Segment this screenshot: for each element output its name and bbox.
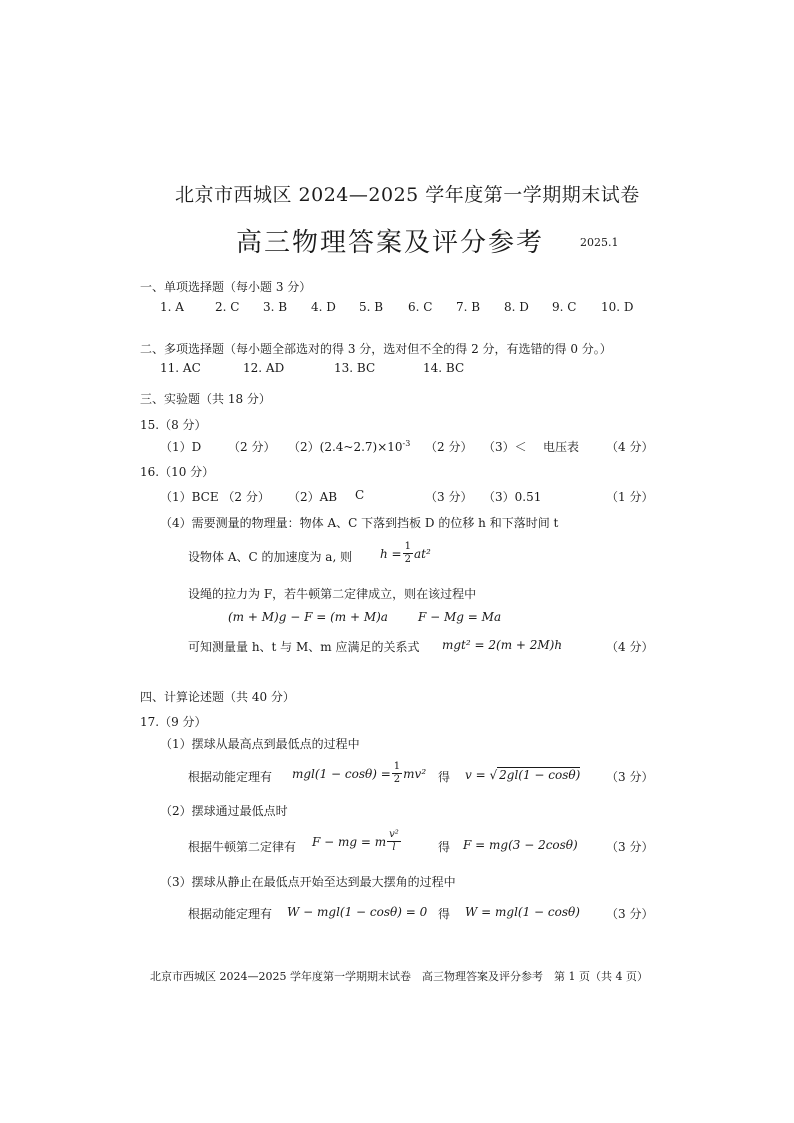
section-3-heading: 三、实验题（共 18 分） (140, 392, 271, 406)
sqrt-symbol-icon: √ (489, 768, 498, 782)
answer-14: 14. BC (423, 361, 465, 375)
q16-eq1: (m + M)g − F = (m + M)a (228, 610, 388, 624)
section-4-heading: 四、计算论述题（共 40 分） (140, 690, 295, 704)
q15-part2 (288, 438, 410, 455)
q16-accel-eq (380, 542, 431, 565)
q17-part1-text: 根据动能定理有 (188, 770, 273, 784)
q17-label: 17.（9 分） (140, 715, 207, 729)
q17-part3: （3）摆球从静止在最低点开始至达到最大摆角的过程中 (160, 875, 456, 889)
q15-part3: （3）＜ (483, 440, 527, 454)
answer-9: 9. C (552, 300, 577, 314)
q17-part2-eq (312, 830, 402, 853)
q16-part4: （4）需要测量的物理量：物体 A、C 下落到挡板 D 的位移 h 和下落时间 t (160, 516, 559, 530)
q15-part2-score: （2 分） (425, 440, 473, 454)
q16-accel-num: 1 (404, 541, 411, 552)
q17-part1-eq-rhs: mv² (403, 766, 427, 781)
answer-3: 3. B (263, 300, 288, 314)
q16-relation-text: 可知测量量 h、t 与 M、m 应满足的关系式 (188, 640, 420, 654)
q16-part2: （2）AB (288, 490, 338, 504)
answer-13: 13. BC (334, 361, 376, 375)
q15-part1-score: （2 分） (228, 440, 276, 454)
q17-part3-eq: W − mgl(1 − cosθ) = 0 (287, 905, 428, 919)
q17-part3-text: 根据动能定理有 (188, 907, 273, 921)
q17-part2-num: v² (389, 829, 399, 840)
q16-accel-den: 2 (404, 554, 411, 565)
q16-relation-score: （4 分） (606, 640, 654, 654)
answer-10: 10. D (601, 300, 634, 314)
q16-tension-text: 设绳的拉力为 F，若牛顿第二定律成立，则在该过程中 (188, 587, 477, 601)
q17-part1-result (465, 768, 580, 782)
q17-part2: （2）摆球通过最低点时 (160, 804, 288, 818)
q17-part1-den: 2 (393, 774, 401, 785)
q17-part3-score: （3 分） (606, 907, 654, 921)
answer-4: 4. D (311, 300, 336, 314)
answer-11: 11. AC (160, 361, 201, 375)
page-footer: 北京市西城区 2024—2025 学年度第一学期期末试卷 高三物理答案及评分参考 第 1 页（共 4 页） (150, 970, 648, 983)
q15-part1: （1）D (160, 440, 202, 454)
q16-accel-fraction (403, 542, 413, 565)
q16-part3-score: （1 分） (606, 490, 654, 504)
q17-part1-get: 得 (438, 770, 451, 784)
q16-accel-lhs: h = (380, 546, 402, 561)
q16-label: 16.（10 分） (140, 465, 215, 479)
answer-key-title: 高三物理答案及评分参考 (236, 228, 545, 258)
q16-part3: （3）0.51 (483, 490, 542, 504)
exam-title: 北京市西城区 2024—2025 学年度第一学期期末试卷 (175, 184, 640, 206)
answer-1: 1. A (160, 300, 184, 314)
q15-part3-answer: 电压表 (543, 440, 580, 454)
q17-part1-eq-lhs: mgl(1 − cosθ) = (292, 766, 391, 781)
section-1-heading: 一、单项选择题（每小题 3 分） (140, 280, 312, 294)
q17-part2-text: 根据牛顿第二定律有 (188, 840, 297, 854)
q17-part2-result: F = mg(3 − 2cosθ) (463, 838, 578, 852)
q17-part1-radicand: 2gl(1 − cosθ) (499, 768, 581, 782)
answer-8: 8. D (504, 300, 529, 314)
q16-eq2: F − Mg = Ma (418, 610, 502, 624)
q17-part1-score: （3 分） (606, 770, 654, 784)
answer-5: 5. B (359, 300, 384, 314)
q17-part2-den: l (392, 842, 396, 853)
q16-relation-eq: mgt² = 2(m + 2M)h (442, 638, 563, 652)
answer-2: 2. C (215, 300, 240, 314)
q17-part2-score: （3 分） (606, 840, 654, 854)
q17-part3-result: W = mgl(1 − cosθ) (465, 905, 580, 919)
q17-part2-eq-lhs: F − mg = m (312, 834, 387, 849)
q16-part1: （1）BCE （2 分） (160, 490, 270, 504)
section-2-heading: 二、多项选择题（每小题全部选对的得 3 分，选对但不全的得 2 分，有选错的得 0 分。） (140, 342, 612, 356)
q16-accel-rhs: at² (413, 546, 431, 561)
q17-part2-fraction (387, 830, 401, 853)
q16-accel-text: 设物体 A、C 的加速度为 a, 则 (188, 550, 353, 564)
q17-part1-result-lhs: v = (465, 768, 486, 782)
answer-12: 12. AD (243, 361, 285, 375)
q17-part3-get: 得 (438, 907, 451, 921)
exam-date: 2025.1 (580, 236, 619, 249)
q15-part3-score: （4 分） (606, 440, 654, 454)
q17-part1-fraction (392, 762, 402, 785)
answer-7: 7. B (456, 300, 481, 314)
q17-part1-eq (292, 762, 426, 785)
answer-6: 6. C (408, 300, 433, 314)
q15-label: 15.（8 分） (140, 418, 207, 432)
q17-part2-get: 得 (438, 840, 451, 854)
q17-part1-num: 1 (393, 761, 401, 772)
q17-part1: （1）摆球从最高点到最低点的过程中 (160, 737, 360, 751)
q15-part2-exponent: -3 (402, 439, 411, 448)
q15-part2-text: （2）(2.4~2.7)×10 (288, 440, 403, 454)
q16-part2-second: C (355, 488, 365, 502)
q16-part2-score: （3 分） (425, 490, 473, 504)
